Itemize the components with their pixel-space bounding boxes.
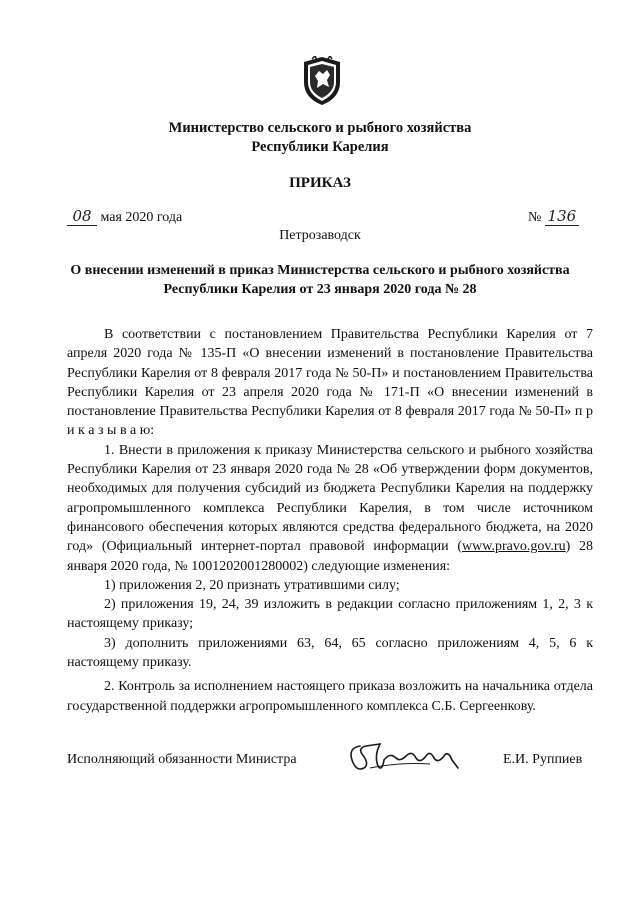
document-body [67,325,593,716]
document-date [67,207,182,226]
coat-of-arms-emblem [303,56,341,106]
ministry-name-line1: Министерство сельского и рыбного хозяйства [168,120,472,136]
pravo-link[interactable]: www.pravo.gov.ru [462,539,566,555]
subject-line2: Республики Карелия от 23 января 2020 года № 28 [163,282,477,297]
item1-text-start: 1. Внести в приложения к приказу Министерства сельского и рыбного хозяйства Республики Карелия от 23 января 2020 года № 28 «Об утверждении форм документов, необходимых для получения субсидий из бюджета Республики Карелия на поддержку агропромышленного комплекса Республики Карелия, в том числе источником финансового обеспечения которых являются средства федерального бюджета, на 2020 год» (Официальный интернет-портал правовой информации ( [67,442,593,555]
handwritten-day: 08 [67,207,97,226]
item2-paragraph: 2. Контроль за исполнением настоящего приказа возложить на начальника отдела государственной поддержки агропромышленного комплекса С.Б. Сергеенкову. [67,679,593,714]
ministry-name-line2: Республики Карелия [251,139,389,155]
document-city: Петрозаводск [279,228,361,243]
item1-paragraph [67,441,593,576]
item1-text-end: ) 28 января 2020 года, № 1001202001280002) следующие изменения: [67,539,593,574]
signatory-position: Исполняющий обязанности Министра [67,752,297,767]
preamble-paragraph: В соответствии с постановлением Правительства Республики Карелия от 7 апреля 2020 года № 135-П «О внесении изменений в постановление Правительства Республики Карелия от 8 февраля 2017 года № 50-П» и постановлением Правительства Республики Карелия от 23 апреля 2020 года № 171-П «О внесении изменений в постановление Правительства Республики Карелия от 8 февраля 2017 года № 50-П» п р и к а з ы в а ю: [67,327,593,439]
signatory-name: Е.И. Руппиев [503,752,583,767]
subitem-2: 2) приложения 19, 24, 39 изложить в редакции согласно приложениям 1, 2, 3 к настоящему приказу; [67,597,593,632]
subject-line1: О внесении изменений в приказ Министерства сельского и рыбного хозяйства [70,263,570,278]
subitem-1: 1) приложения 2, 20 признать утратившими силу; [104,577,400,593]
handwritten-number: 136 [545,207,579,226]
subitem-3: 3) дополнить приложениями 63, 64, 65 согласно приложениям 4, 5, 6 к настоящему приказу. [67,635,593,671]
handwritten-signature [340,738,470,778]
number-prefix: № [528,210,542,225]
document-title: ПРИКАЗ [289,175,351,191]
document-subject [60,261,580,299]
document-number [528,207,579,226]
date-month-year: мая 2020 года [100,210,183,225]
